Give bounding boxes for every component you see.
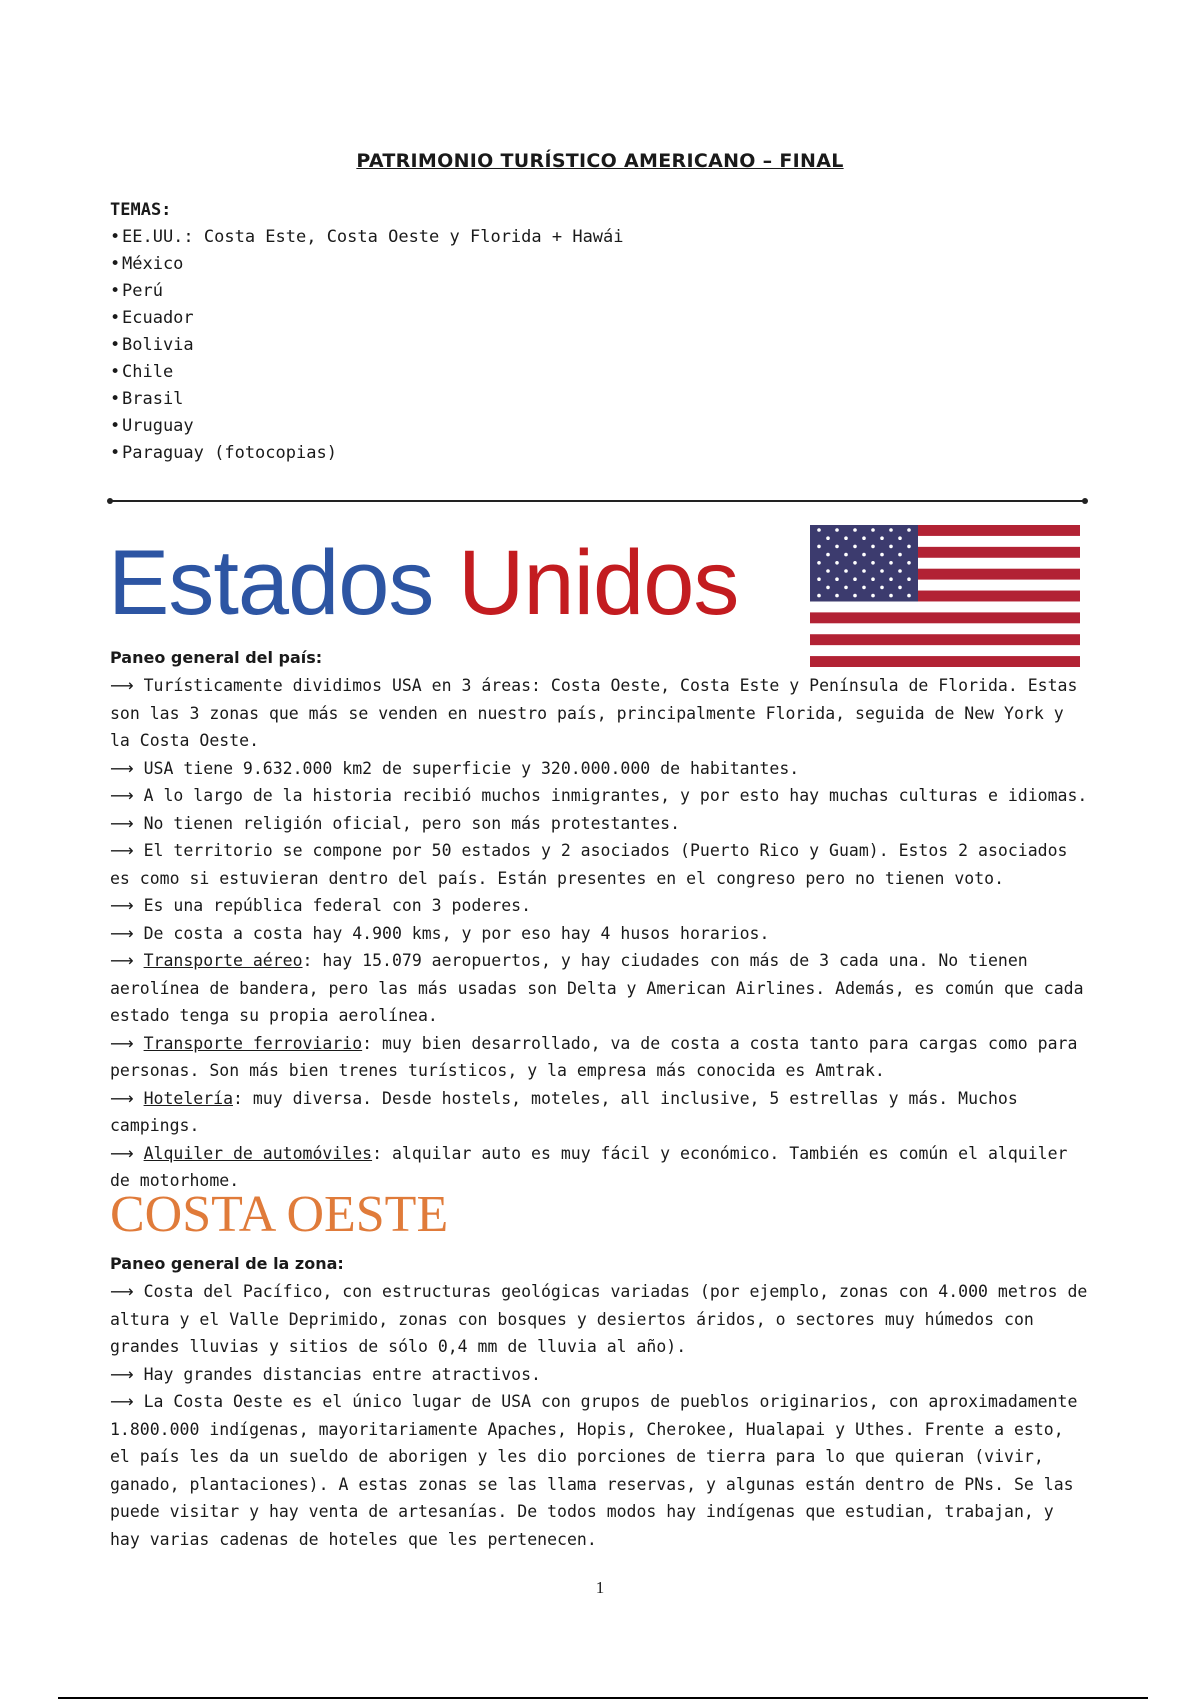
arrow-icon: ⟶ xyxy=(110,813,134,833)
paragraph: ⟶ La Costa Oeste es el único lugar de USA con grupos de pueblos originarios, con aproximadamente 1.800.000 indígenas, mayoritariamente Apaches, Hopis, Cherokee, Hualapai y Uthes. Frente a esto, el país les da un sueldo de aborigen y les dio porciones de tierra para lo que quieran (vivir, ganado, plantaciones). A estas zonas se las llama reservas, y algunas están dentro de PNs. Se las puede visitar y hay venta de artesanías. De todos modos hay indígenas que estudian, trabajan, y hay varias cadenas de hoteles que les pertenecen. xyxy=(110,1392,1078,1549)
bullet-icon: • xyxy=(110,254,121,274)
country-title-word-1: Estados xyxy=(108,532,434,634)
paragraph: ⟶ USA tiene 9.632.000 km2 de superficie y 320.000.000 de habitantes. xyxy=(110,758,800,778)
paragraph: ⟶ Hay grandes distancias entre atractivos. xyxy=(110,1364,541,1384)
list-item: • EE.UU.: Costa Este, Costa Oeste y Florida + Hawái xyxy=(110,224,624,251)
arrow-icon: ⟶ xyxy=(110,758,134,778)
underlined-label: Alquiler de automóviles xyxy=(143,1143,373,1163)
topics-heading: TEMAS: xyxy=(110,200,172,220)
arrow-icon: ⟶ xyxy=(110,896,134,915)
arrow-icon: ⟶ xyxy=(110,676,134,695)
list-item: • México xyxy=(110,251,624,278)
arrow-icon: ⟶ xyxy=(110,1088,134,1108)
document-title: PATRIMONIO TURÍSTICO AMERICANO – FINAL xyxy=(356,150,844,172)
underlined-label: Hotelería xyxy=(143,1088,233,1108)
paragraph: ⟶ Hotelería: muy diversa. Desde hostels, moteles, all inclusive, 5 estrellas y más. Muchos campings. xyxy=(110,1088,1018,1135)
arrow-icon: ⟶ xyxy=(110,1143,134,1163)
usa-overview-text xyxy=(110,672,1090,1195)
paragraph: ⟶ Transporte ferroviario: muy bien desarrollado, va de costa a costa tanto para cargas como para personas. Son más bien trenes turísticos, y la empresa más conocida es Amtrak. xyxy=(110,1033,1078,1080)
arrow-icon: ⟶ xyxy=(110,951,134,970)
paragraph: ⟶ De costa a costa hay 4.900 kms, y por eso hay 4 husos horarios. xyxy=(110,923,770,943)
country-title xyxy=(108,528,738,638)
arrow-icon: ⟶ xyxy=(110,1364,134,1384)
underlined-label: Transporte aéreo xyxy=(143,951,303,970)
paragraph: ⟶ Alquiler de automóviles: alquilar auto es muy fácil y económico. También es común el alquiler de motorhome. xyxy=(110,1143,1068,1190)
topics-list xyxy=(110,224,624,467)
list-item: • Brasil xyxy=(110,386,624,413)
list-item: • Paraguay (fotocopias) xyxy=(110,440,624,467)
footer-divider xyxy=(58,1697,1148,1699)
underlined-label: Transporte ferroviario xyxy=(143,1033,363,1053)
paragraph: ⟶ Es una república federal con 3 poderes. xyxy=(110,896,532,915)
list-item: • Bolivia xyxy=(110,332,624,359)
page-number: 1 xyxy=(595,1578,605,1597)
country-title-word-2: Unidos xyxy=(457,532,739,634)
bullet-icon: • xyxy=(110,416,121,436)
paragraph: ⟶ A lo largo de la historia recibió muchos inmigrantes, y por esto hay muchas culturas e idiomas. xyxy=(110,786,1088,805)
bullet-icon: • xyxy=(110,335,121,355)
bullet-icon: • xyxy=(110,227,121,247)
bullet-icon: • xyxy=(110,389,121,409)
arrow-icon: ⟶ xyxy=(110,923,134,943)
arrow-icon: ⟶ xyxy=(110,1033,134,1053)
list-item: • Chile xyxy=(110,359,624,386)
arrow-icon: ⟶ xyxy=(110,841,134,860)
bullet-icon: • xyxy=(110,443,121,463)
west-coast-overview-text xyxy=(110,1278,1090,1553)
us-flag-icon xyxy=(810,525,1080,667)
list-item: • Ecuador xyxy=(110,305,624,332)
list-item: • Perú xyxy=(110,278,624,305)
section-title-west-coast: COSTA OESTE xyxy=(110,1186,449,1243)
paragraph: ⟶ No tienen religión oficial, pero son más protestantes. xyxy=(110,813,681,833)
arrow-icon: ⟶ xyxy=(110,1392,134,1411)
usa-overview-heading: Paneo general del país: xyxy=(110,648,323,667)
paragraph: ⟶ Costa del Pacífico, con estructuras geológicas variadas (por ejemplo, zonas con 4.000 metros de altura y el Valle Deprimido, zonas con bosques y desiertos áridos, o sectores muy húmedos con grandes lluvias y sitios de sólo 0,4 mm de lluvia al año). xyxy=(110,1282,1088,1356)
west-coast-overview-heading: Paneo general de la zona: xyxy=(110,1254,344,1273)
paragraph: ⟶ El territorio se compone por 50 estados y 2 asociados (Puerto Rico y Guam). Estos 2 asociados es como si estuvieran dentro del país. Están presentes en el congreso pero no tienen voto. xyxy=(110,841,1068,888)
bullet-icon: • xyxy=(110,281,121,301)
section-divider xyxy=(110,500,1085,502)
paragraph: ⟶ Turísticamente dividimos USA en 3 áreas: Costa Oeste, Costa Este y Península de Florida. Estas son las 3 zonas que más se venden en nuestro país, principalmente Florida, seguida de New York y la Costa Oeste. xyxy=(110,676,1078,750)
arrow-icon: ⟶ xyxy=(110,786,134,805)
arrow-icon: ⟶ xyxy=(110,1282,134,1301)
bullet-icon: • xyxy=(110,362,121,382)
bullet-icon: • xyxy=(110,308,121,328)
paragraph: ⟶ Transporte aéreo: hay 15.079 aeropuertos, y hay ciudades con más de 3 cada una. No tienen aerolínea de bandera, pero las más usadas son Delta y American Airlines. Además, es común que cada estado tenga su propia aerolínea. xyxy=(110,951,1084,1025)
list-item: • Uruguay xyxy=(110,413,624,440)
